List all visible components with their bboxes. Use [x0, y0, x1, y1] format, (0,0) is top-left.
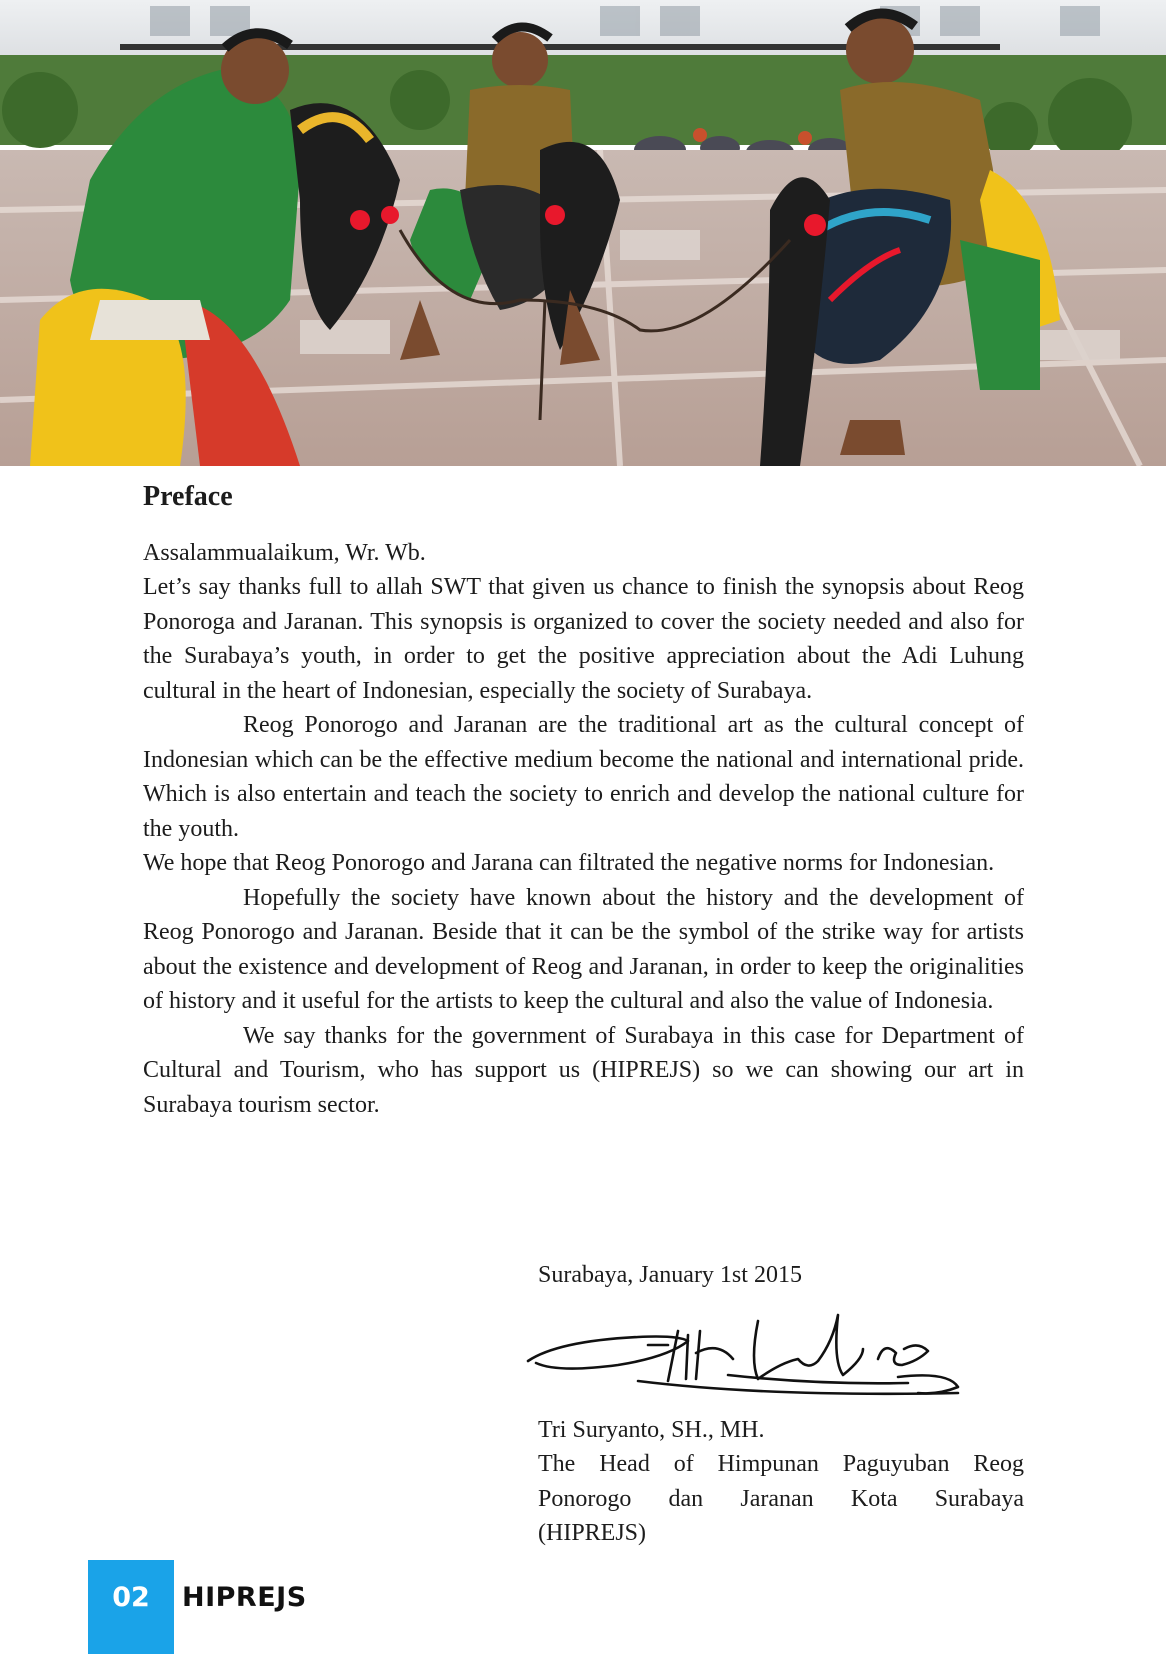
page-number: 02	[112, 1582, 150, 1613]
signatory-role: The Head of Himpunan Paguyuban Reog	[538, 1451, 1024, 1477]
brand-name: HIPREJS	[182, 1582, 307, 1613]
page-number-badge	[88, 1560, 174, 1654]
signatory-name: Tri Suryanto, SH., MH.	[538, 1416, 765, 1443]
signature-block	[538, 1258, 1024, 1551]
body-paragraph: Reog Ponorogo and Jaranan are the traditional art as the cultural concept of Indonesian which can be the effective medium become the national and international pride. Which is also entertain and teach the society to enrich and develop the national culture for the youth.	[143, 712, 1024, 842]
greeting-paragraph: Assalammualaikum, Wr. Wb.	[143, 539, 426, 566]
body-paragraph: Let’s say thanks full to allah SWT that given us chance to finish the synopsis about Reog Ponoroga and Jaranan. This synopsis is organized to cover the society needed and also for the Surabaya’s youth, in order to get the positive appreciation about the Adi Luhung cultural in the heart of Indonesian, especially the society of Surabaya.	[143, 574, 1024, 704]
body-paragraph: We say thanks for the government of Surabaya in this case for Department of Cultural and Tourism, who has support us (HIPREJS) so we can showing our art in Surabaya tourism sector.	[143, 1022, 1024, 1118]
preface-section	[143, 480, 1024, 1122]
signatory-role: Ponorogo dan Jaranan Kota Surabaya	[538, 1485, 1024, 1512]
jaranan-dancers-image	[0, 0, 1166, 466]
hero-photo	[0, 0, 1166, 466]
signatory-role: (HIPREJS)	[538, 1520, 647, 1546]
body-paragraph: We hope that Reog Ponorogo and Jarana can filtrated the negative norms for Indonesian.	[143, 850, 995, 877]
page-title: Preface	[143, 481, 233, 512]
body-paragraph: Hopefully the society have known about the history and the development of Reog Ponorogo and Jaranan. Beside that it can be the symbol of the strike way for artists about the existence and development of Reog and Jaranan, in order to keep the originalities of history and it useful for the artists to keep the cultural and also the value of Indonesia.	[143, 884, 1024, 1015]
signature-icon	[518, 1301, 978, 1409]
place-date: Surabaya, January 1st 2015	[538, 1262, 802, 1288]
